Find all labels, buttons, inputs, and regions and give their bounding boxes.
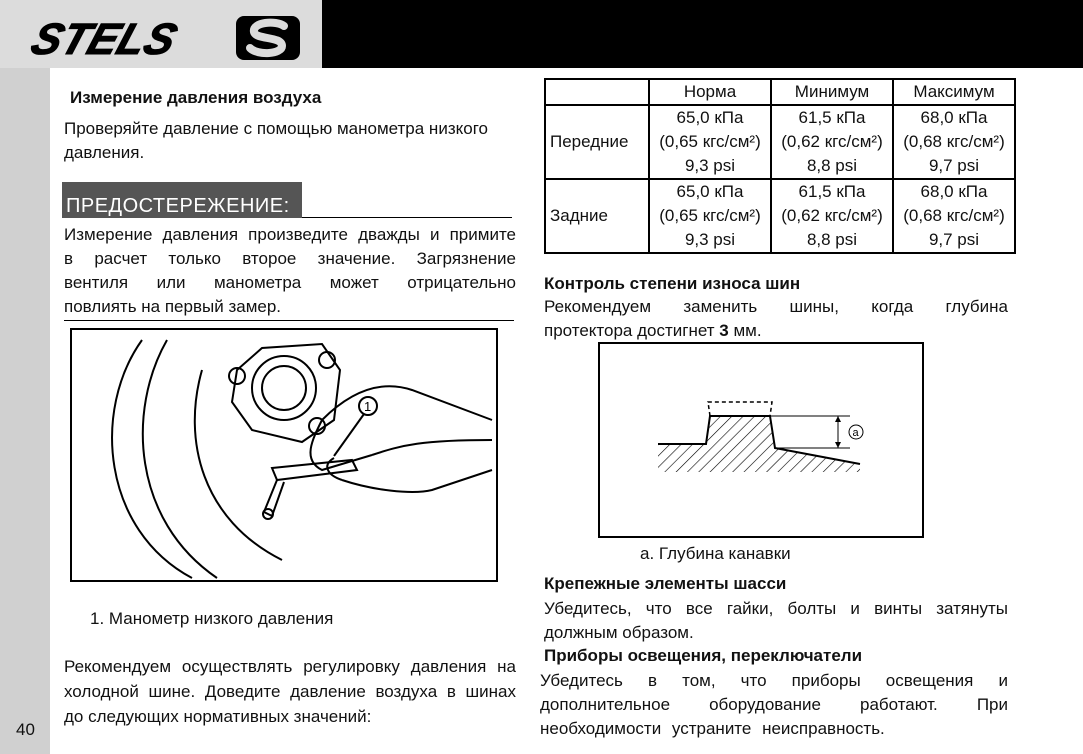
page-margin-strip bbox=[0, 68, 50, 754]
table-cell: 61,5 кПа (0,62 кгс/см²) 8,8 psi bbox=[771, 105, 893, 179]
warning-line-3: вентиля или манометра может отрицательно bbox=[64, 273, 516, 292]
wear-text-line-1: Рекомендуем заменить шины, когда глубина bbox=[544, 297, 1008, 316]
tread-caption: а. Глубина канавки bbox=[640, 544, 791, 563]
table-cell: 61,5 кПа (0,62 кгс/см²) 8,8 psi bbox=[771, 179, 893, 253]
table-header-empty bbox=[545, 79, 649, 105]
lights-text-line-3: необходимости устраните неисправность. bbox=[540, 719, 885, 738]
figure-callout-number: 1 bbox=[364, 399, 372, 414]
warning-line-2: в расчет только второе значение. Загрязнение bbox=[64, 249, 516, 268]
table-row bbox=[545, 179, 1015, 253]
lights-text-line-1: Убедитесь в том, что приборы освещения и bbox=[540, 671, 1008, 690]
tread-marker-label: a bbox=[852, 427, 859, 439]
gauge-figure bbox=[70, 328, 498, 582]
chassis-text-line-1: Убедитесь, что все гайки, болты и винты затянуты bbox=[544, 599, 1008, 618]
table-cell: 68,0 кПа (0,68 кгс/см²) 9,7 psi bbox=[893, 105, 1015, 179]
section-title-lights: Приборы освещения, переключатели bbox=[544, 646, 863, 665]
logo-wordmark: STELS bbox=[25, 14, 184, 64]
bottom-text-line-1: Рекомендуем осуществлять регулировку давления на bbox=[64, 657, 516, 676]
warning-line-1: Измерение давления произведите дважды и примите bbox=[64, 225, 516, 244]
table-header-norm: Норма bbox=[649, 79, 771, 105]
table-row-label-front: Передние bbox=[545, 105, 649, 179]
table-row-label-rear: Задние bbox=[545, 179, 649, 253]
warning-label: ПРЕДОСТЕРЕЖЕНИЕ: bbox=[62, 182, 302, 218]
section-title-wear: Контроль степени износа шин bbox=[544, 274, 801, 293]
table-cell: 65,0 кПа (0,65 кгс/см²) 9,3 psi bbox=[649, 179, 771, 253]
section-title-pressure: Измерение давления воздуха bbox=[70, 88, 322, 107]
bottom-text-line-3: до следующих нормативных значений: bbox=[64, 707, 372, 726]
lights-text-line-2: дополнительное оборудование работают. При bbox=[540, 695, 1008, 714]
table-header-max: Максимум bbox=[893, 79, 1015, 105]
section-title-chassis: Крепежные элементы шасси bbox=[544, 574, 787, 593]
warning-line-4: повлиять на первый замер. bbox=[64, 297, 282, 316]
tread-depth-illustration bbox=[600, 344, 922, 536]
wear-text-line-2: протектора достигнет 3 мм. bbox=[544, 321, 762, 340]
figure-caption: 1. Манометр низкого давления bbox=[90, 609, 334, 628]
warning-end-rule bbox=[64, 320, 514, 321]
stels-logo-icon bbox=[0, 0, 322, 68]
chassis-text-line-2: должным образом. bbox=[544, 623, 694, 642]
pressure-table bbox=[544, 78, 1016, 254]
page-number: 40 bbox=[16, 720, 35, 739]
table-cell: 68,0 кПа (0,68 кгс/см²) 9,7 psi bbox=[893, 179, 1015, 253]
pressure-text-line-1: Проверяйте давление с помощью манометра низкого bbox=[64, 119, 488, 138]
warning-rule bbox=[302, 217, 512, 218]
table-header-row bbox=[545, 79, 1015, 105]
bottom-text-line-2: холодной шине. Доведите давление воздуха в шинах bbox=[64, 682, 516, 701]
table-cell: 65,0 кПа (0,65 кгс/см²) 9,3 psi bbox=[649, 105, 771, 179]
table-header-min: Минимум bbox=[771, 79, 893, 105]
table-row bbox=[545, 105, 1015, 179]
brand-logo bbox=[0, 0, 322, 68]
pressure-gauge-illustration bbox=[72, 330, 496, 580]
tread-figure bbox=[598, 342, 924, 538]
pressure-text-line-2: давления. bbox=[64, 143, 145, 162]
